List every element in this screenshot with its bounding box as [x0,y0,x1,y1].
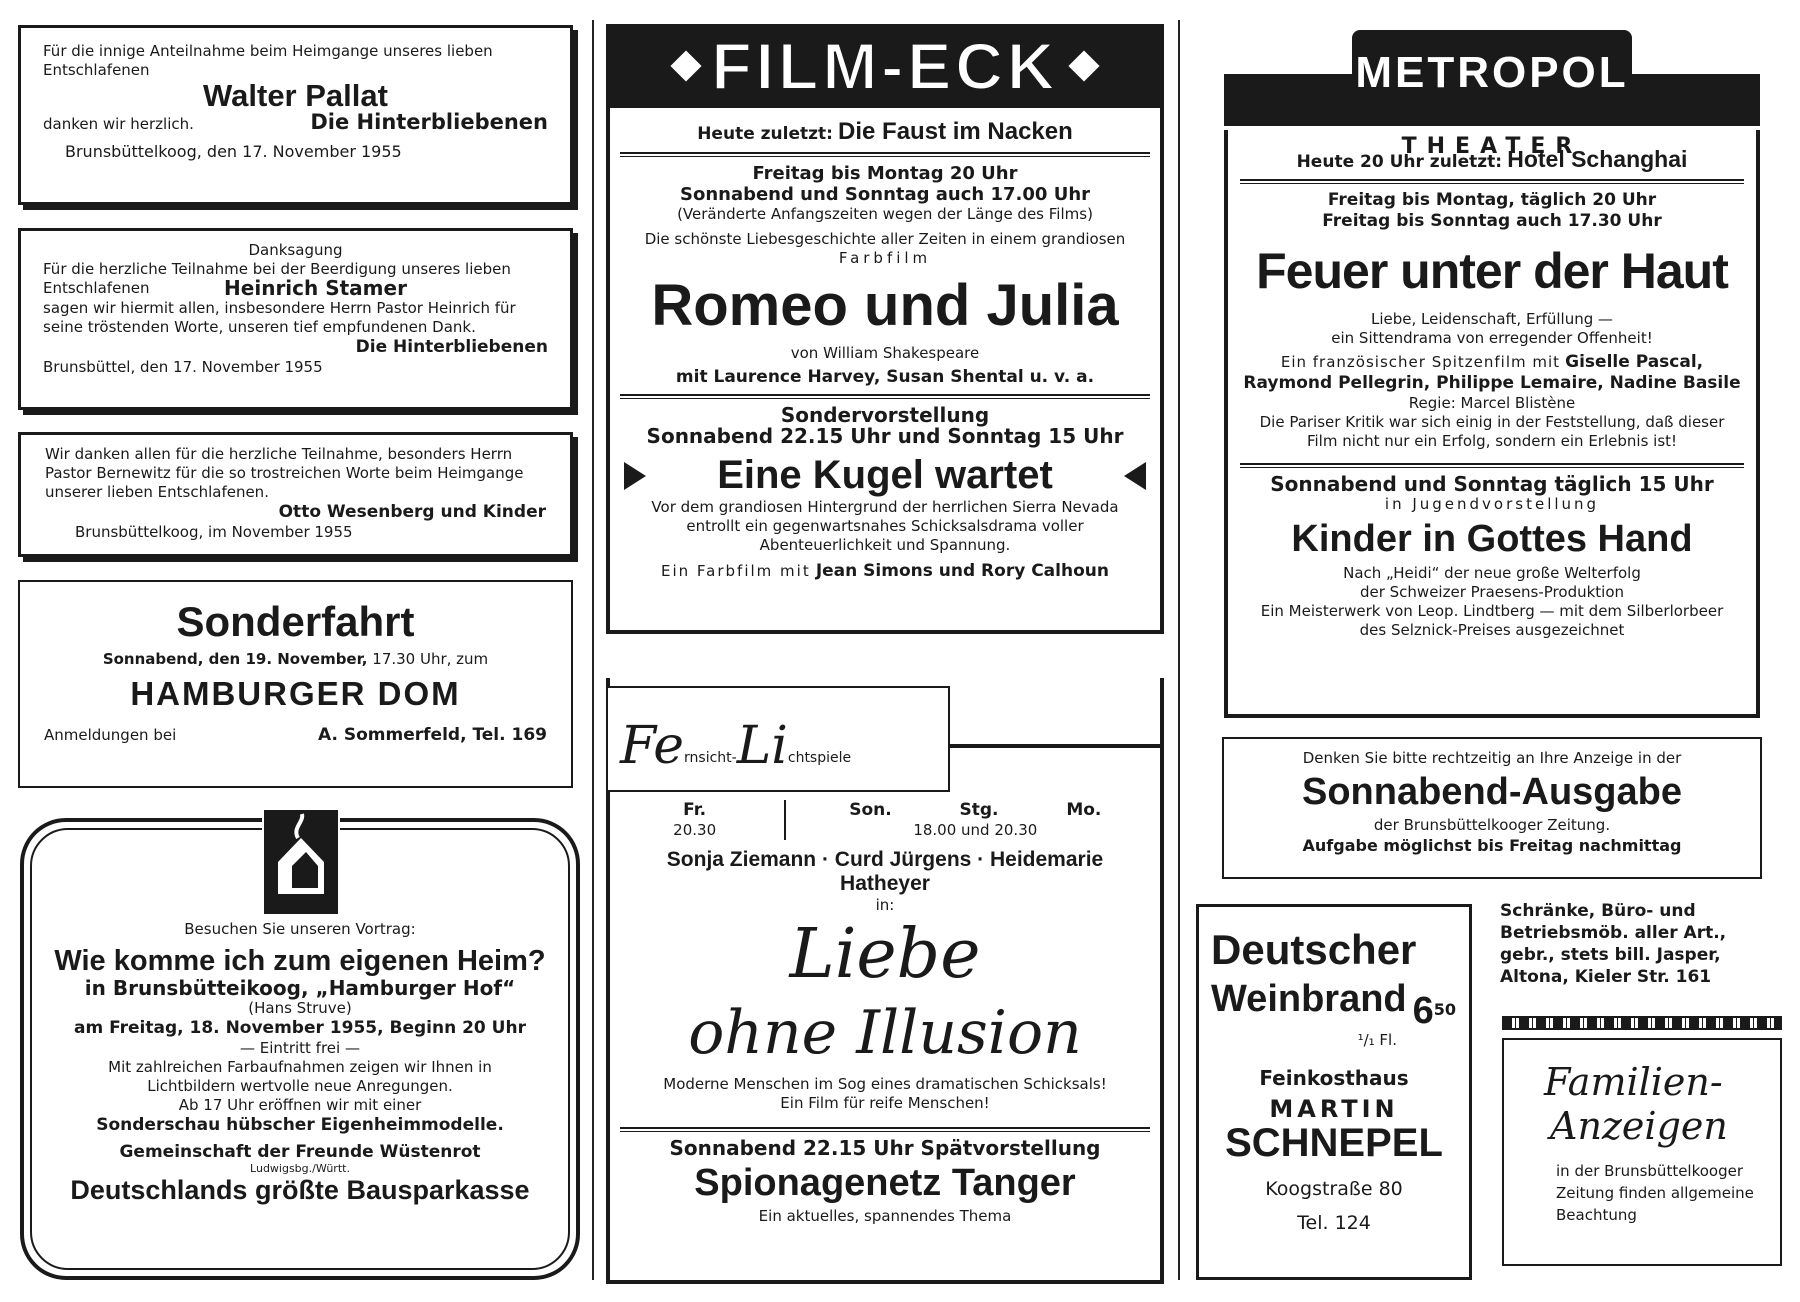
house-logo-icon [262,808,340,916]
familien-title1: Familien- [1544,1060,1723,1104]
pallat-name: Walter Pallat [203,78,388,113]
divider [620,394,1150,399]
schnepel-shop: Feinkosthaus [1259,1066,1409,1090]
wuestenrot-slogan: Deutschlands größte Bausparkasse [70,1175,530,1205]
stamer-heading: Danksagung [248,241,343,259]
wuestenrot-headline: Wie komme ich zum eigenen Heim? [54,945,546,977]
wuestenrot-content [44,920,556,1206]
fernsicht-schedule [620,800,1150,840]
filmeck-author: von William Shakespeare [790,344,980,362]
filmeck-special-head: Sondervorstellung [780,403,990,427]
filmeck-times-note: (Veränderte Anfangszeiten wegen der Länge des Films) [677,205,1093,223]
fernsicht-day2: Son. [849,800,892,820]
fernsicht-cast-in: in: [875,896,895,914]
familien-body: in der Brunsbüttelkooger Zeitung finden allgemeine Beachtung [1556,1162,1754,1224]
fernsicht-day3: Stg. [959,800,999,820]
filmeck-special-cast: Jean Simons und Rory Calhoun [815,561,1109,581]
pallat-place-date: Brunsbüttelkoog, den 17. November 1955 [65,142,402,161]
stamer-intro: Für die herzliche Teilnahme bei der Beerdigung unseres lieben Entschlafenen [43,260,511,297]
metropol-youth-desc3: Ein Meisterwerk von Leop. Lindtberg — mit dem Silberlorbeer [1260,602,1724,620]
metropol-name: METROPOL [1355,48,1629,97]
wuestenrot-location: in Brunsbütteikoog, „Hamburger Hof“ [84,976,516,1000]
metropol-director: Regie: Marcel Blistène [1408,394,1576,412]
metropol-cast2: Raymond Pellegrin, Philippe Lemaire, Nadine Basile [1243,373,1741,393]
metropol-youth-times: Sonnabend und Sonntag täglich 15 Uhr [1270,472,1714,496]
metropol-tag1: Liebe, Leidenschaft, Erfüllung — [1370,310,1614,328]
stamer-signed: Die Hinterbliebenen [355,337,548,357]
fernsicht-cast: Sonja Ziemann · Curd Jürgens · Heidemarie Hatheyer [666,848,1104,895]
sonderfahrt-destination: HAMBURGER DOM [130,675,461,712]
wuestenrot-body1: Mit zahlreichen Farbaufnahmen zeigen wir Ihnen in Lichtbildern wertvolle neue Anregungen. [108,1058,492,1095]
wuestenrot-org-place: Ludwigsbg./Württ. [250,1162,350,1175]
wuestenrot-org: Gemeinschaft der Freunde Wüstenrot [119,1142,481,1162]
wesenberg-place-date: Brunsbüttelkoog, im November 1955 [75,523,353,541]
pallat-intro: Für die innige Anteilnahme beim Heimgange unseres lieben Entschlafenen [43,42,493,79]
ad-sonderfahrt [18,580,573,788]
metropol-today [1240,146,1744,173]
arrow-left-icon [1124,462,1146,490]
wuestenrot-entry: — Eintritt frei — [240,1039,360,1057]
wuestenrot-intro: Besuchen Sie unseren Vortrag: [184,920,416,938]
filmeck-feature: Romeo und Julia [651,273,1119,338]
metropol-tag2: ein Sittendrama von erregender Offenheit! [1331,329,1653,347]
filmeck-body [620,112,1150,582]
ausgabe-title: Sonnabend-Ausgabe [1301,771,1683,813]
schnepel-street: Koogstraße 80 [1265,1178,1403,1200]
ad-schnepel [1196,904,1472,1280]
ad-familien [1502,1038,1782,1266]
fernsicht-logo-rnsicht: rnsicht- [684,750,737,766]
column-rule [592,20,594,1280]
sonderfahrt-date [44,650,547,669]
schnepel-title1: Deutscher [1211,926,1417,973]
metropol-feature: Feuer unter der Haut [1256,243,1728,299]
fernsicht-logo-li: Li [736,716,788,776]
metropol-times1: Freitag bis Montag, täglich 20 Uhr [1327,190,1657,210]
fernsicht-body [620,800,1150,1226]
ad-familien-band [1502,1016,1782,1030]
wesenberg-body: Wir danken allen für die herzliche Teilnahme, besonders Herrn Pastor Bernewitz für die so trostreichen Worte beim Heimgange unserer lieben Entschlafenen. [45,445,524,501]
fernsicht-late-desc: Ein aktuelles, spannendes Thema [758,1207,1012,1225]
schnepel-price-int: 6 [1412,990,1434,1032]
fernsicht-feature1: Liebe [789,915,981,994]
filmeck-times2: Sonnabend und Sonntag auch 17.00 Uhr [679,184,1091,205]
metropol-youth-desc1: Nach „Heidi“ der neue große Welterfolg [1343,564,1641,582]
filmeck-times1: Freitag bis Montag 20 Uhr [752,163,1018,184]
filmeck-name: FILM-ECK [711,29,1059,103]
divider [1240,179,1744,184]
filmeck-today-title: Die Faust im Nacken [838,118,1073,145]
filmeck-special-cast-prefix: Ein Farbfilm mit [661,562,811,580]
metropol-cast1-row [1240,352,1744,373]
filmeck-special-cast-row [620,561,1150,582]
wuestenrot-body2: Ab 17 Uhr eröffnen wir mit einer [178,1096,422,1114]
filmeck-special-title-row [620,453,1150,498]
wuestenrot-logo [262,808,340,916]
metropol-youth-title: Kinder in Gottes Hand [1291,518,1693,560]
ad-wesenberg [18,432,573,557]
ad-fernsicht-top-rule [940,744,1164,748]
diamond-icon [1068,50,1099,81]
schnepel-phone: Tel. 124 [1297,1212,1371,1234]
schnepel-title2: Weinbrand [1211,978,1407,1020]
fernsicht-logo-chtspiele: chtspiele [787,750,852,766]
ad-ausgabe [1222,737,1762,879]
ad-pallat [18,25,573,205]
wesenberg-signed: Otto Wesenberg und Kinder [278,502,546,522]
ausgabe-line2: der Brunsbüttelkooger Zeitung. [1373,816,1611,834]
wuestenrot-body3: Sonderschau hübscher Eigenheimmodelle. [96,1115,504,1135]
stamer-body: sagen wir hiermit allen, insbesondere Herrn Pastor Heinrich für seine tröstenden Worte, unseren tief empfundenen Dank. [43,299,516,336]
metropol-today-prefix: Heute 20 Uhr zuletzt: [1296,152,1503,172]
pallat-signed: Die Hinterbliebenen [310,110,548,134]
schnepel-last: SCHNEPEL [1225,1121,1443,1165]
familien-title2: Anzeigen [1550,1104,1728,1148]
filmeck-cast: mit Laurence Harvey, Susan Shental u. v. a. [675,367,1095,387]
filmeck-tagline: Die schönste Liebesgeschichte aller Zeiten in einem grandiosen [644,230,1126,248]
filmeck-special-title: Eine Kugel wartet [717,453,1053,497]
divider [620,152,1150,157]
ad-stamer [18,228,573,410]
metropol-today-title: Hotel Schanghai [1507,146,1688,172]
fernsicht-logo [606,686,950,792]
fernsicht-desc2: Ein Film für reife Menschen! [780,1094,990,1112]
column-rule [1178,20,1180,1280]
metropol-cast1-prefix: Ein französischer Spitzenfilm mit [1280,353,1561,371]
filmeck-today [620,118,1150,146]
wuestenrot-date: am Freitag, 18. November 1955, Beginn 20 Uhr [74,1018,526,1038]
fernsicht-day1-time: 20.30 [673,821,717,839]
filmeck-tagline2: Farbfilm [838,249,932,267]
metropol-youth-desc4: des Selznick-Preises ausgezeichnet [1359,621,1625,639]
schnepel-first: MARTIN [1269,1095,1399,1123]
schnepel-price-dec: 50 [1433,1000,1457,1019]
sonderfahrt-register: Anmeldungen bei [44,726,177,744]
metropol-sub: THEATER [1401,134,1583,159]
metropol-critic: Die Pariser Kritik war sich einig in der Feststellung, daß dieser Film nicht nur ein Erfolg, sondern ein Erlebnis ist! [1259,413,1725,450]
fernsicht-day23-time: 18.00 und 20.30 [913,821,1038,839]
fernsicht-day1: Fr. [683,800,707,820]
stamer-place-date: Brunsbüttel, den 17. November 1955 [43,358,323,376]
divider [784,800,786,840]
fernsicht-late-head: Sonnabend 22.15 Uhr Spätvorstellung [669,1136,1101,1160]
fernsicht-desc1: Moderne Menschen im Sog eines dramatischen Schicksals! [663,1075,1107,1093]
metropol-youth-desc2: der Schweizer Praesens-Produktion [1359,583,1625,601]
fernsicht-feature2: ohne Illusion [688,998,1082,1068]
fernsicht-late-title: Spionagenetz Tanger [694,1162,1076,1204]
divider [620,1127,1150,1132]
sonderfahrt-contact: A. Sommerfeld, Tel. 169 [318,725,547,745]
arrow-right-icon [624,462,646,490]
ausgabe-line3: Aufgabe möglichst bis Freitag nachmittag [1302,836,1682,855]
metropol-body [1240,144,1744,640]
diamond-icon [671,50,702,81]
filmeck-special-desc: Vor dem grandiosen Hintergrund der herrlichen Sierra Nevada entrollt ein gegenwartsnahes Schicksalsdrama voller Abenteuerlichkeit und Spannung. [651,498,1119,554]
sonderfahrt-date-suffix: 17.30 Uhr, zum [372,650,489,668]
filmeck-today-prefix: Heute zuletzt: [697,124,833,144]
sonderfahrt-title: Sonderfahrt [176,598,415,645]
metropol-times2: Freitag bis Sonntag auch 17.30 Uhr [1322,211,1662,231]
schnepel-unit: ¹/₁ Fl. [1357,1031,1397,1049]
filmeck-special-times: Sonnabend 22.15 Uhr und Sonntag 15 Uhr [646,424,1124,448]
metropol-youth-label: in Jugendvorstellung [1384,495,1600,513]
filmeck-header [606,24,1164,108]
ad-jasper: Schränke, Büro- und Betriebsmöb. aller Art., gebr., stets bill. Jasper, Altona, Kieler Str. 161 [1500,901,1727,987]
divider [1240,463,1744,468]
ausgabe-line1: Denken Sie bitte rechtzeitig an Ihre Anzeige in der [1302,749,1682,767]
metropol-cast1: Giselle Pascal, [1565,352,1704,372]
fernsicht-day4: Mo. [1066,800,1102,820]
fernsicht-logo-fe: Fe [620,716,685,776]
sonderfahrt-date-prefix: Sonnabend, den 19. November, [102,650,368,668]
pallat-thanks: danken wir herzlich. [43,115,194,133]
stamer-name: Heinrich Stamer [224,276,407,300]
wuestenrot-speaker: (Hans Struve) [248,999,352,1017]
